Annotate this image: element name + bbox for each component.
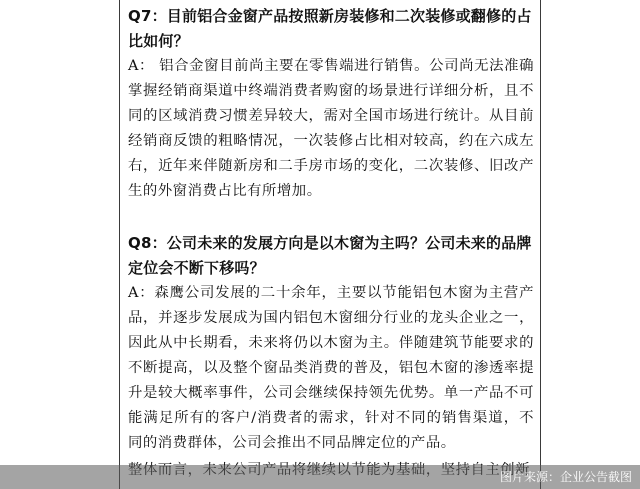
source-caption: 图片来源：企业公告截图 — [499, 470, 632, 484]
qa-content — [128, 4, 534, 483]
q7-answer: A： 铝合金窗目前尚主要在零售端进行销售。公司尚无法准确掌握经销商渠道中终端消费者购窗的场景进行详细分析，且不同的区域消费习惯差异较大，需对全国市场进行统计。从目前经销商反馈的粗略情况，一次装修占比相对较高，约在六成左右，近年来伴随新房和二手房市场的变化，二次装修、旧改产生的外窗消费占比有所增加。 — [128, 58, 534, 199]
source-caption-bar — [0, 465, 640, 489]
q8-question: Q8：公司未来的发展方向是以木窗为主吗？公司未来的品牌定位会不断下移吗？ — [128, 234, 532, 277]
table-left-border — [119, 0, 120, 489]
q7-question: Q7：目前铝合金窗产品按照新房装修和二次装修或翻修的占比如何？ — [128, 7, 532, 50]
section-gap — [128, 204, 534, 231]
table-right-border — [540, 0, 541, 489]
q8-answer: A：森鹰公司发展的二十余年，主要以节能铝包木窗为主营产品，并逐步发展成为国内铝包木窗细分行业的龙头企业之一，因此从中长期看，未来将仍以木窗为主。伴随建筑节能要求的不断提高，以及整个窗品类消费的普及，铝包木窗的渗透率提升是较大概率事件，公司会继续保持领先优势。单一产品不可能满足所有的客户/消费者的需求，针对不同的销售渠道，不同的消费群体，公司会推出不同品牌定位的产品。 — [128, 285, 534, 451]
